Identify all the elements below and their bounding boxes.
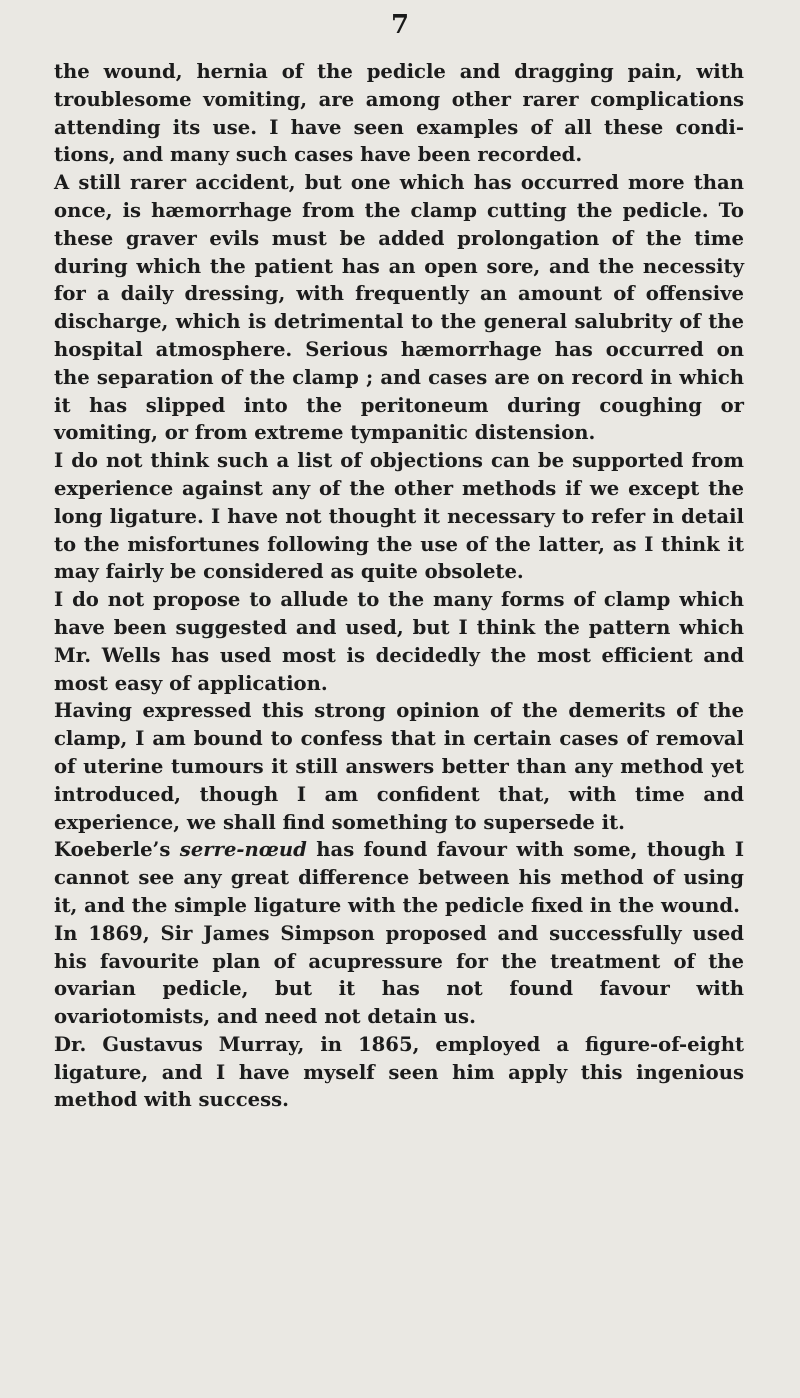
paragraph: A still rarer accident, but one which has occurred more than once, is hæmorrhage from the clamp cutting the pedicle. To these graver evils must be added prolongation of the time during which the patient has an open sore, and the necessity for a daily dressing, with frequently an amount of offensive discharge, which is detrimental to the general salubrity of the hospital atmosphere. Serious hæmorrhage has occurred on the separation of the clamp ; and cases are on record in which it has slipped into the peritoneum during coughing or vomiting, or from extreme tympanitic distension.	[54, 171, 744, 445]
body-text	[54, 58, 744, 1114]
page-number: 7	[390, 10, 410, 40]
paragraph: Dr. Gustavus Murray, in 1865, employed a figure-of-eight ligature, and I have myself seen him apply this ingenious method with success.	[54, 1032, 744, 1112]
paragraph: the wound, hernia of the pedicle and dragging pain, with troublesome vomiting, are among other rarer complications attending its use. I have seen examples of all these condi- tions, and many such cases have been recorded.	[54, 60, 744, 167]
italic-term: serre-nœud	[179, 838, 307, 862]
paragraph: Having expressed this strong opinion of the demerits of the clamp, I am bound to confess that in certain cases of removal of uterine tumours it still answers better than any method yet introduced, though I am confident that, with time and experience, we shall find something to supersede it.	[54, 699, 744, 834]
paragraph: I do not propose to allude to the many forms of clamp which have been suggested and used, but I think the pattern which Mr. Wells has used most is decidedly the most efficient and most easy of application.	[54, 588, 744, 695]
paragraph	[54, 836, 744, 919]
paragraph: I do not think such a list of objections can be supported from experience against any of the other methods if we except the long ligature. I have not thought it necessary to refer in detail to the misfortunes following the use of the latter, as I think it may fairly be considered as quite obsolete.	[54, 449, 744, 584]
paragraph-suffix: has found favour with some, though I cannot see any great difference between his method of using it, and the simple ligature with the pedicle fixed in the wound.	[54, 838, 744, 917]
paragraph: In 1869, Sir James Simpson proposed and successfully used his favourite plan of acupressure for the treatment of the ovarian pedicle, but it has not found favour with ovariotomists, and need not detain us.	[54, 921, 744, 1029]
paragraph-prefix: Koeberle’s	[54, 838, 180, 862]
